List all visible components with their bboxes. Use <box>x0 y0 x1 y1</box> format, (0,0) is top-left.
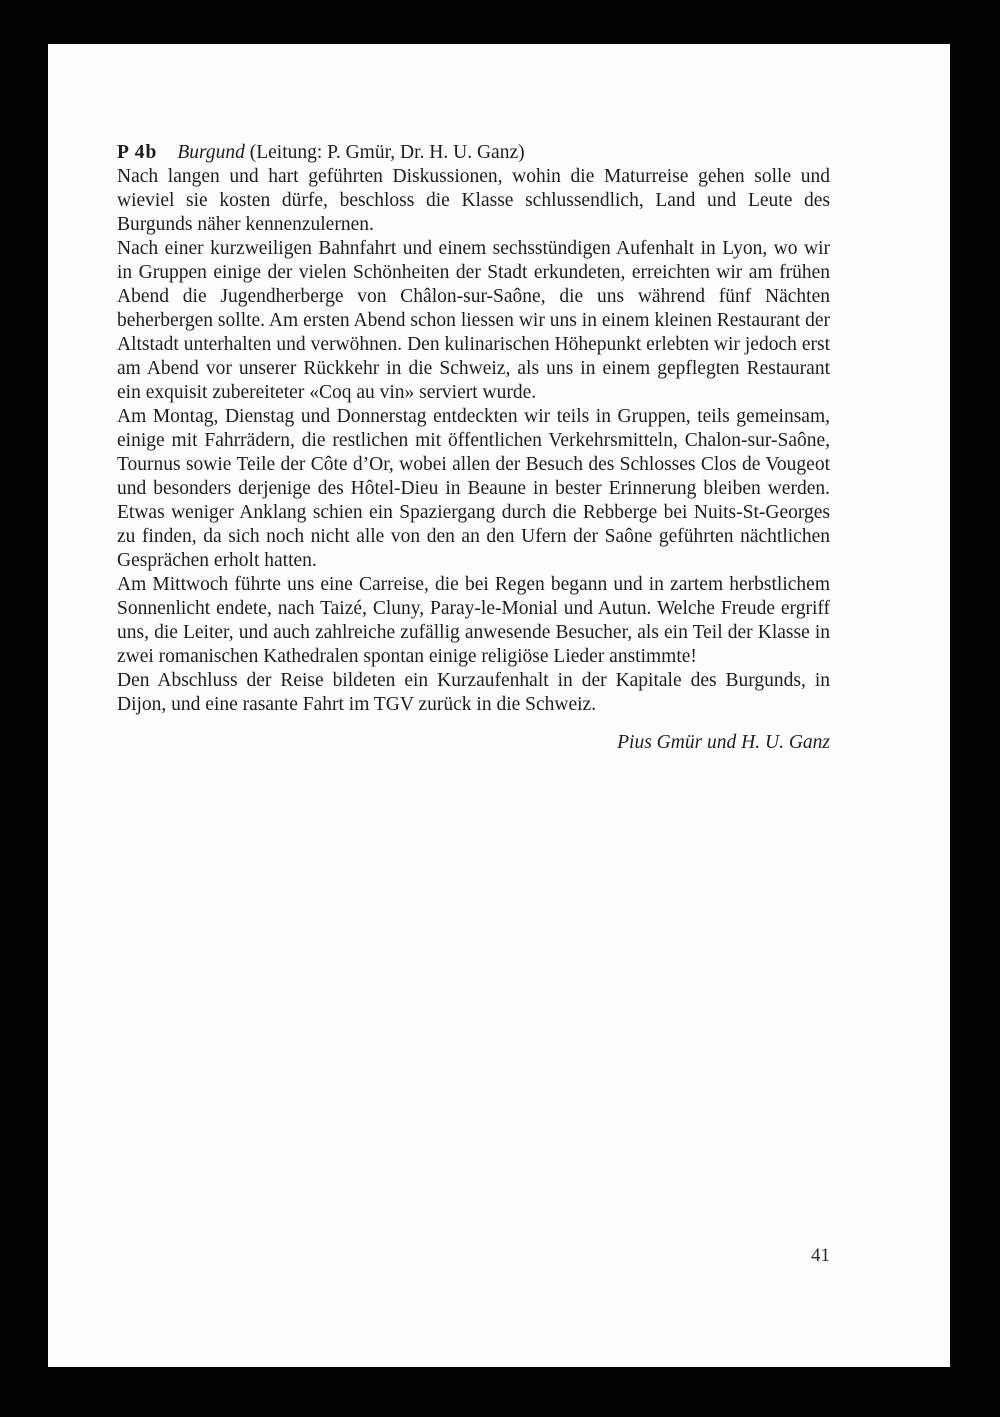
section-code: P 4b <box>117 142 158 163</box>
text-column <box>117 141 830 755</box>
paragraph-wednesday: Am Mittwoch führte uns eine Carreise, die bei Regen begann und in zartem herbstlichem Sonnenlicht endete, nach Taizé, Cluny, Paray-le-Monial und Autun. Welche Freude ergriff uns, die Leiter, und auch zahlreiche zufällig anwesende Besucher, als ein Teil der Klasse in zwei romanischen Kathedralen spontan einige religiöse Lieder anstimmte! <box>117 574 830 667</box>
signature: Pius Gmür und H. U. Ganz <box>617 732 830 753</box>
paragraph-arrival: Nach einer kurzweiligen Bahnfahrt und einem sechsstündigen Aufenhalt in Lyon, wo wir in Gruppen einige der vielen Schönheiten der Stadt erkundeten, erreichten wir am frühen Abend die Jugendherberge von Châlon-sur-Saône, die uns während fünf Nächten beherbergen sollte. Am ersten Abend schon liessen wir uns in einem kleinen Restaurant der Altstadt unterhalten und verwöhnen. Den kulinarischen Höhepunkt erlebten wir jedoch erst am Abend vor unserer Rückkehr in die Schweiz, als uns in einem gepflegten Restaurant ein exquisit zubereiteter «Coq au vin» serviert wurde. <box>117 238 830 403</box>
section-leaders: (Leitung: P. Gmür, Dr. H. U. Ganz) <box>249 142 525 163</box>
section-heading <box>117 141 830 165</box>
document-page <box>48 44 950 1367</box>
paragraph-excursions: Am Montag, Dienstag und Donnerstag entdeckten wir teils in Gruppen, teils gemeinsam, einige mit Fahrrädern, die restlichen mit öffentlichen Verkehrsmitteln, Chalon-sur-Saône, Tournus sowie Teile der Côte d’Or, wobei allen der Besuch des Schlosses Clos de Vougeot und besonders derjenige des Hôtel-Dieu in Beaune in bester Erinnerung bleiben werden. Etwas weniger Anklang schien ein Spaziergang durch die Rebberge bei Nuits-St-Georges zu finden, da sich noch nicht alle von den an den Ufern der Saône geführten nächtlichen Gesprächen erholt hatten. <box>117 406 830 571</box>
paragraph-intro: Nach langen und hart geführten Diskussionen, wohin die Maturreise gehen solle und wieviel sie kosten dürfe, beschloss die Klasse schlussendlich, Land und Leute des Burgunds näher kennenzulernen. <box>117 166 830 235</box>
paragraph-conclusion: Den Abschluss der Reise bildeten ein Kurzaufenhalt in der Kapitale des Burgunds, in Dijon, und eine rasante Fahrt im TGV zurück in die Schweiz. <box>117 670 830 715</box>
section-title: Burgund <box>177 142 245 163</box>
page-number: 41 <box>811 1245 830 1266</box>
